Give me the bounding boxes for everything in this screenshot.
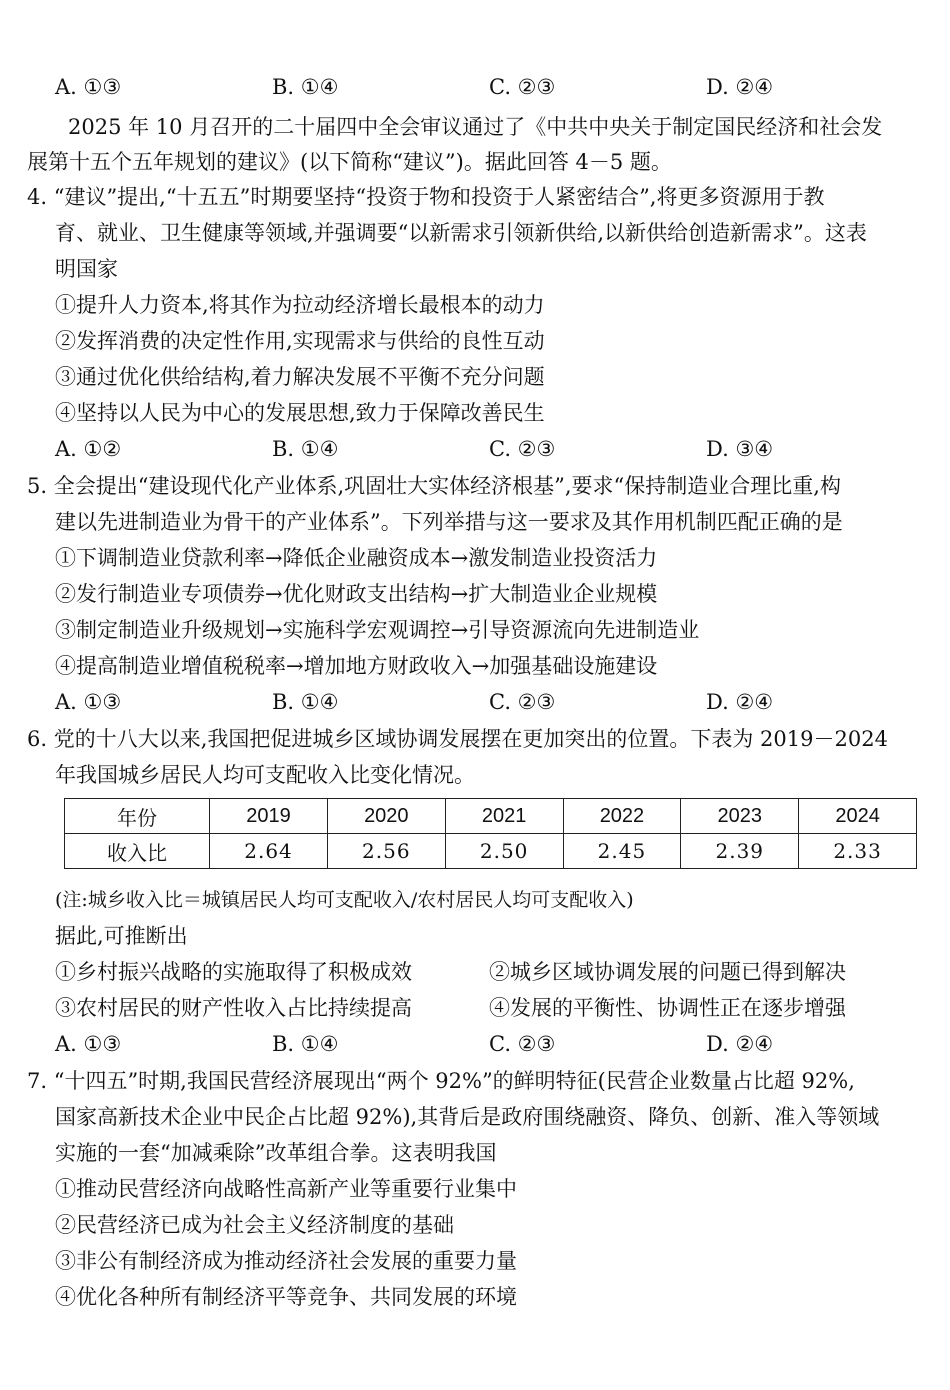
- table-row: [65, 834, 917, 869]
- q4-options: [55, 434, 915, 464]
- table-year-cell: 2021: [445, 799, 563, 834]
- q4-item-1: ①提升人力资本,将其作为拉动经济增长最根本的动力: [55, 293, 545, 317]
- q7-stem-line-3: 实施的一套“加减乘除”改革组合拳。这表明我国: [55, 1141, 497, 1165]
- option-b: B. ①④: [272, 75, 339, 99]
- q6-lead: 据此,可推断出: [55, 924, 188, 948]
- q7-item-2: ②民营经济已成为社会主义经济制度的基础: [55, 1213, 454, 1237]
- q6-stem-line-2: 年我国城乡居民人均可支配收入比变化情况。: [55, 763, 475, 787]
- q6-item-4: ④发展的平衡性、协调性正在逐步增强: [489, 996, 846, 1020]
- option-d: D. ②④: [706, 1032, 774, 1056]
- q6-note: (注:城乡收入比＝城镇居民人均可支配收入/农村居民人均可支配收入): [55, 889, 634, 911]
- q4-stem-line-1: 4. “建议”提出,“十五五”时期要坚持“投资于物和投资于人紧密结合”,将更多资源用于教: [27, 185, 825, 209]
- q4-item-2: ②发挥消费的决定性作用,实现需求与供给的良性互动: [55, 329, 545, 353]
- table-value-cell: 2.64: [210, 834, 328, 869]
- q6-item-1: ①乡村振兴战略的实施取得了积极成效: [55, 960, 412, 984]
- q5-item-3: ③制定制造业升级规划→实施科学宏观调控→引导资源流向先进制造业: [55, 618, 700, 642]
- option-d: D. ②④: [706, 75, 774, 99]
- option-c: C. ②③: [489, 690, 556, 714]
- q6-item-3: ③农村居民的财产性收入占比持续提高: [55, 996, 412, 1020]
- table-year-cell: 2022: [563, 799, 681, 834]
- option-b: B. ①④: [272, 437, 339, 461]
- option-c: C. ②③: [489, 437, 556, 461]
- q5-item-4: ④提高制造业增值税税率→增加地方财政收入→加强基础设施建设: [55, 654, 658, 678]
- table-year-cell: 2019: [210, 799, 328, 834]
- option-b: B. ①④: [272, 690, 339, 714]
- table-header-row: [65, 799, 917, 834]
- q5-stem-line-2: 建以先进制造业为骨干的产业体系”。下列举措与这一要求及其作用机制匹配正确的是: [55, 510, 843, 534]
- intro-line-2: 展第十五个五年规划的建议》(以下简称“建议”)。据此回答 4－5 题。: [27, 150, 672, 174]
- income-ratio-table: [64, 798, 917, 869]
- q4-stem-line-3: 明国家: [55, 257, 118, 281]
- q7-stem-line-2: 国家高新技术企业中民企占比超 92%),其背后是政府围绕融资、降负、创新、准入等领域: [55, 1105, 880, 1129]
- table-header-label: 年份: [65, 799, 210, 834]
- table-value-cell: 2.45: [563, 834, 681, 869]
- table-year-cell: 2023: [681, 799, 799, 834]
- q6-item-2: ②城乡区域协调发展的问题已得到解决: [489, 960, 846, 984]
- q7-item-4: ④优化各种所有制经济平等竞争、共同发展的环境: [55, 1285, 517, 1309]
- q6-stem-line-1: 6. 党的十八大以来,我国把促进城乡区域协调发展摆在更加突出的位置。下表为 2019－2024: [27, 727, 888, 751]
- q5-item-2: ②发行制造业专项债券→优化财政支出结构→扩大制造业企业规模: [55, 582, 658, 606]
- q5-stem-line-1: 5. 全会提出“建设现代化产业体系,巩固壮大实体经济根基”,要求“保持制造业合理比重,构: [27, 474, 841, 498]
- intro-line-1: 2025 年 10 月召开的二十届四中全会审议通过了《中共中央关于制定国民经济和社会发: [68, 115, 883, 139]
- q7-item-3: ③非公有制经济成为推动经济社会发展的重要力量: [55, 1249, 517, 1273]
- q4-stem-line-2: 育、就业、卫生健康等领域,并强调要“以新需求引领新供给,以新供给创造新需求”。这表: [55, 221, 867, 245]
- table-row-label: 收入比: [65, 834, 210, 869]
- q5-options: [55, 687, 915, 717]
- table-value-cell: 2.56: [327, 834, 445, 869]
- table-year-cell: 2024: [799, 799, 917, 834]
- q4-item-4: ④坚持以人民为中心的发展思想,致力于保障改善民生: [55, 401, 545, 425]
- option-c: C. ②③: [489, 1032, 556, 1056]
- option-c: C. ②③: [489, 75, 556, 99]
- prev-question-options: [55, 72, 915, 102]
- table-value-cell: 2.33: [799, 834, 917, 869]
- q5-item-1: ①下调制造业贷款利率→降低企业融资成本→激发制造业投资活力: [55, 546, 658, 570]
- option-a: A. ①③: [55, 1032, 122, 1056]
- option-a: A. ①③: [55, 690, 122, 714]
- option-a: A. ①②: [55, 437, 122, 461]
- table-year-cell: 2020: [327, 799, 445, 834]
- table-value-cell: 2.50: [445, 834, 563, 869]
- q6-options: [55, 1029, 915, 1059]
- option-d: D. ③④: [706, 437, 774, 461]
- table-value-cell: 2.39: [681, 834, 799, 869]
- q7-item-1: ①推动民营经济向战略性高新产业等重要行业集中: [55, 1177, 517, 1201]
- q4-item-3: ③通过优化供给结构,着力解决发展不平衡不充分问题: [55, 365, 545, 389]
- q7-stem-line-1: 7. “十四五”时期,我国民营经济展现出“两个 92%”的鲜明特征(民营企业数量占比超 92%,: [27, 1069, 855, 1093]
- option-b: B. ①④: [272, 1032, 339, 1056]
- option-d: D. ②④: [706, 690, 774, 714]
- option-a: A. ①③: [55, 75, 122, 99]
